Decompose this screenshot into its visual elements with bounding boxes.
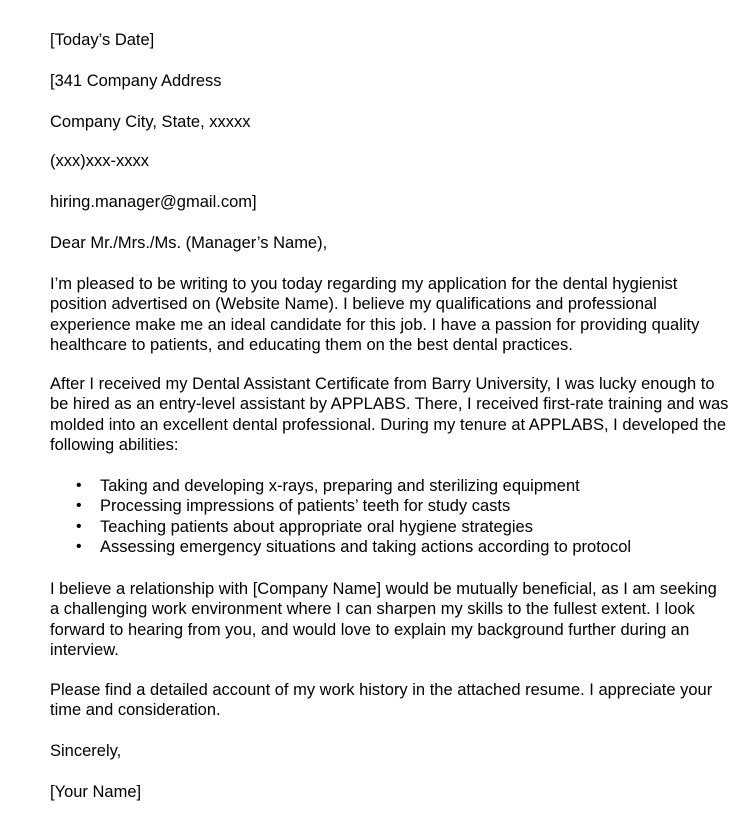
paragraph-line: After I received my Dental Assistant Certificate from Barry University, I was lucky enough to — [50, 375, 715, 393]
paragraph-line: following abilities: — [50, 435, 179, 454]
list-item-text: Teaching patients about appropriate oral hygiene strategies — [100, 517, 533, 536]
paragraph-line: be hired as an entry-level assistant by APPLABS. There, I received first-rate training and was — [50, 395, 729, 414]
bullet-icon: • — [76, 497, 82, 515]
list-item-text: Taking and developing x-rays, preparing and sterilizing equipment — [100, 477, 580, 495]
paragraph-intro — [50, 274, 699, 355]
paragraph-line: I’m pleased to be writing to you today regarding my application for the dental hygienist — [50, 275, 678, 293]
paragraph-line: interview. — [50, 640, 119, 659]
paragraph-closing-note — [50, 680, 712, 721]
list-item-text: Assessing emergency situations and taking actions according to protocol — [100, 537, 632, 556]
paragraph-line: healthcare to patients, and educating them on the best dental practices. — [50, 335, 573, 354]
paragraph-line: Please find a detailed account of my work history in the attached resume. I appreciate your — [50, 681, 713, 699]
company-city-line: Company City, State, xxxxx — [50, 113, 251, 131]
paragraph-line: experience make me an ideal candidate for this job. I have a passion for providing quality — [50, 315, 700, 334]
email-line: hiring.manager@gmail.com] — [50, 193, 257, 211]
list-item — [50, 537, 631, 557]
paragraph-line: forward to hearing from you, and would love to explain my background further during an — [50, 620, 690, 639]
paragraph-relationship — [50, 579, 717, 660]
paragraph-line: position advertised on (Website Name). I believe my qualifications and professional — [50, 295, 657, 314]
bullet-icon: • — [76, 517, 82, 535]
bullet-icon: • — [76, 477, 82, 494]
paragraph-line: molded into an excellent dental professional. During my tenure at APPLABS, I developed the — [50, 415, 727, 434]
phone-line: (xxx)xxx-xxxx — [50, 152, 149, 170]
list-item-text: Processing impressions of patients’ teeth for study casts — [100, 497, 511, 516]
list-item — [50, 496, 631, 516]
paragraph-line: time and consideration. — [50, 701, 221, 720]
paragraph-line: a challenging work environment where I can sharpen my skills to the fullest extent. I look — [50, 600, 695, 619]
list-item — [50, 517, 631, 537]
paragraph-line: I believe a relationship with [Company Name] would be mutually beneficial, as I am seeking — [50, 580, 717, 598]
signature: [Your Name] — [50, 783, 142, 801]
salutation: Dear Mr./Mrs./Ms. (Manager’s Name), — [50, 234, 328, 252]
bullet-icon: • — [76, 537, 82, 555]
closing: Sincerely, — [50, 742, 122, 760]
abilities-list — [50, 476, 631, 557]
date-line: [Today’s Date] — [50, 31, 155, 49]
paragraph-experience — [50, 374, 728, 455]
company-address-line: [341 Company Address — [50, 72, 222, 90]
list-item — [50, 476, 631, 496]
